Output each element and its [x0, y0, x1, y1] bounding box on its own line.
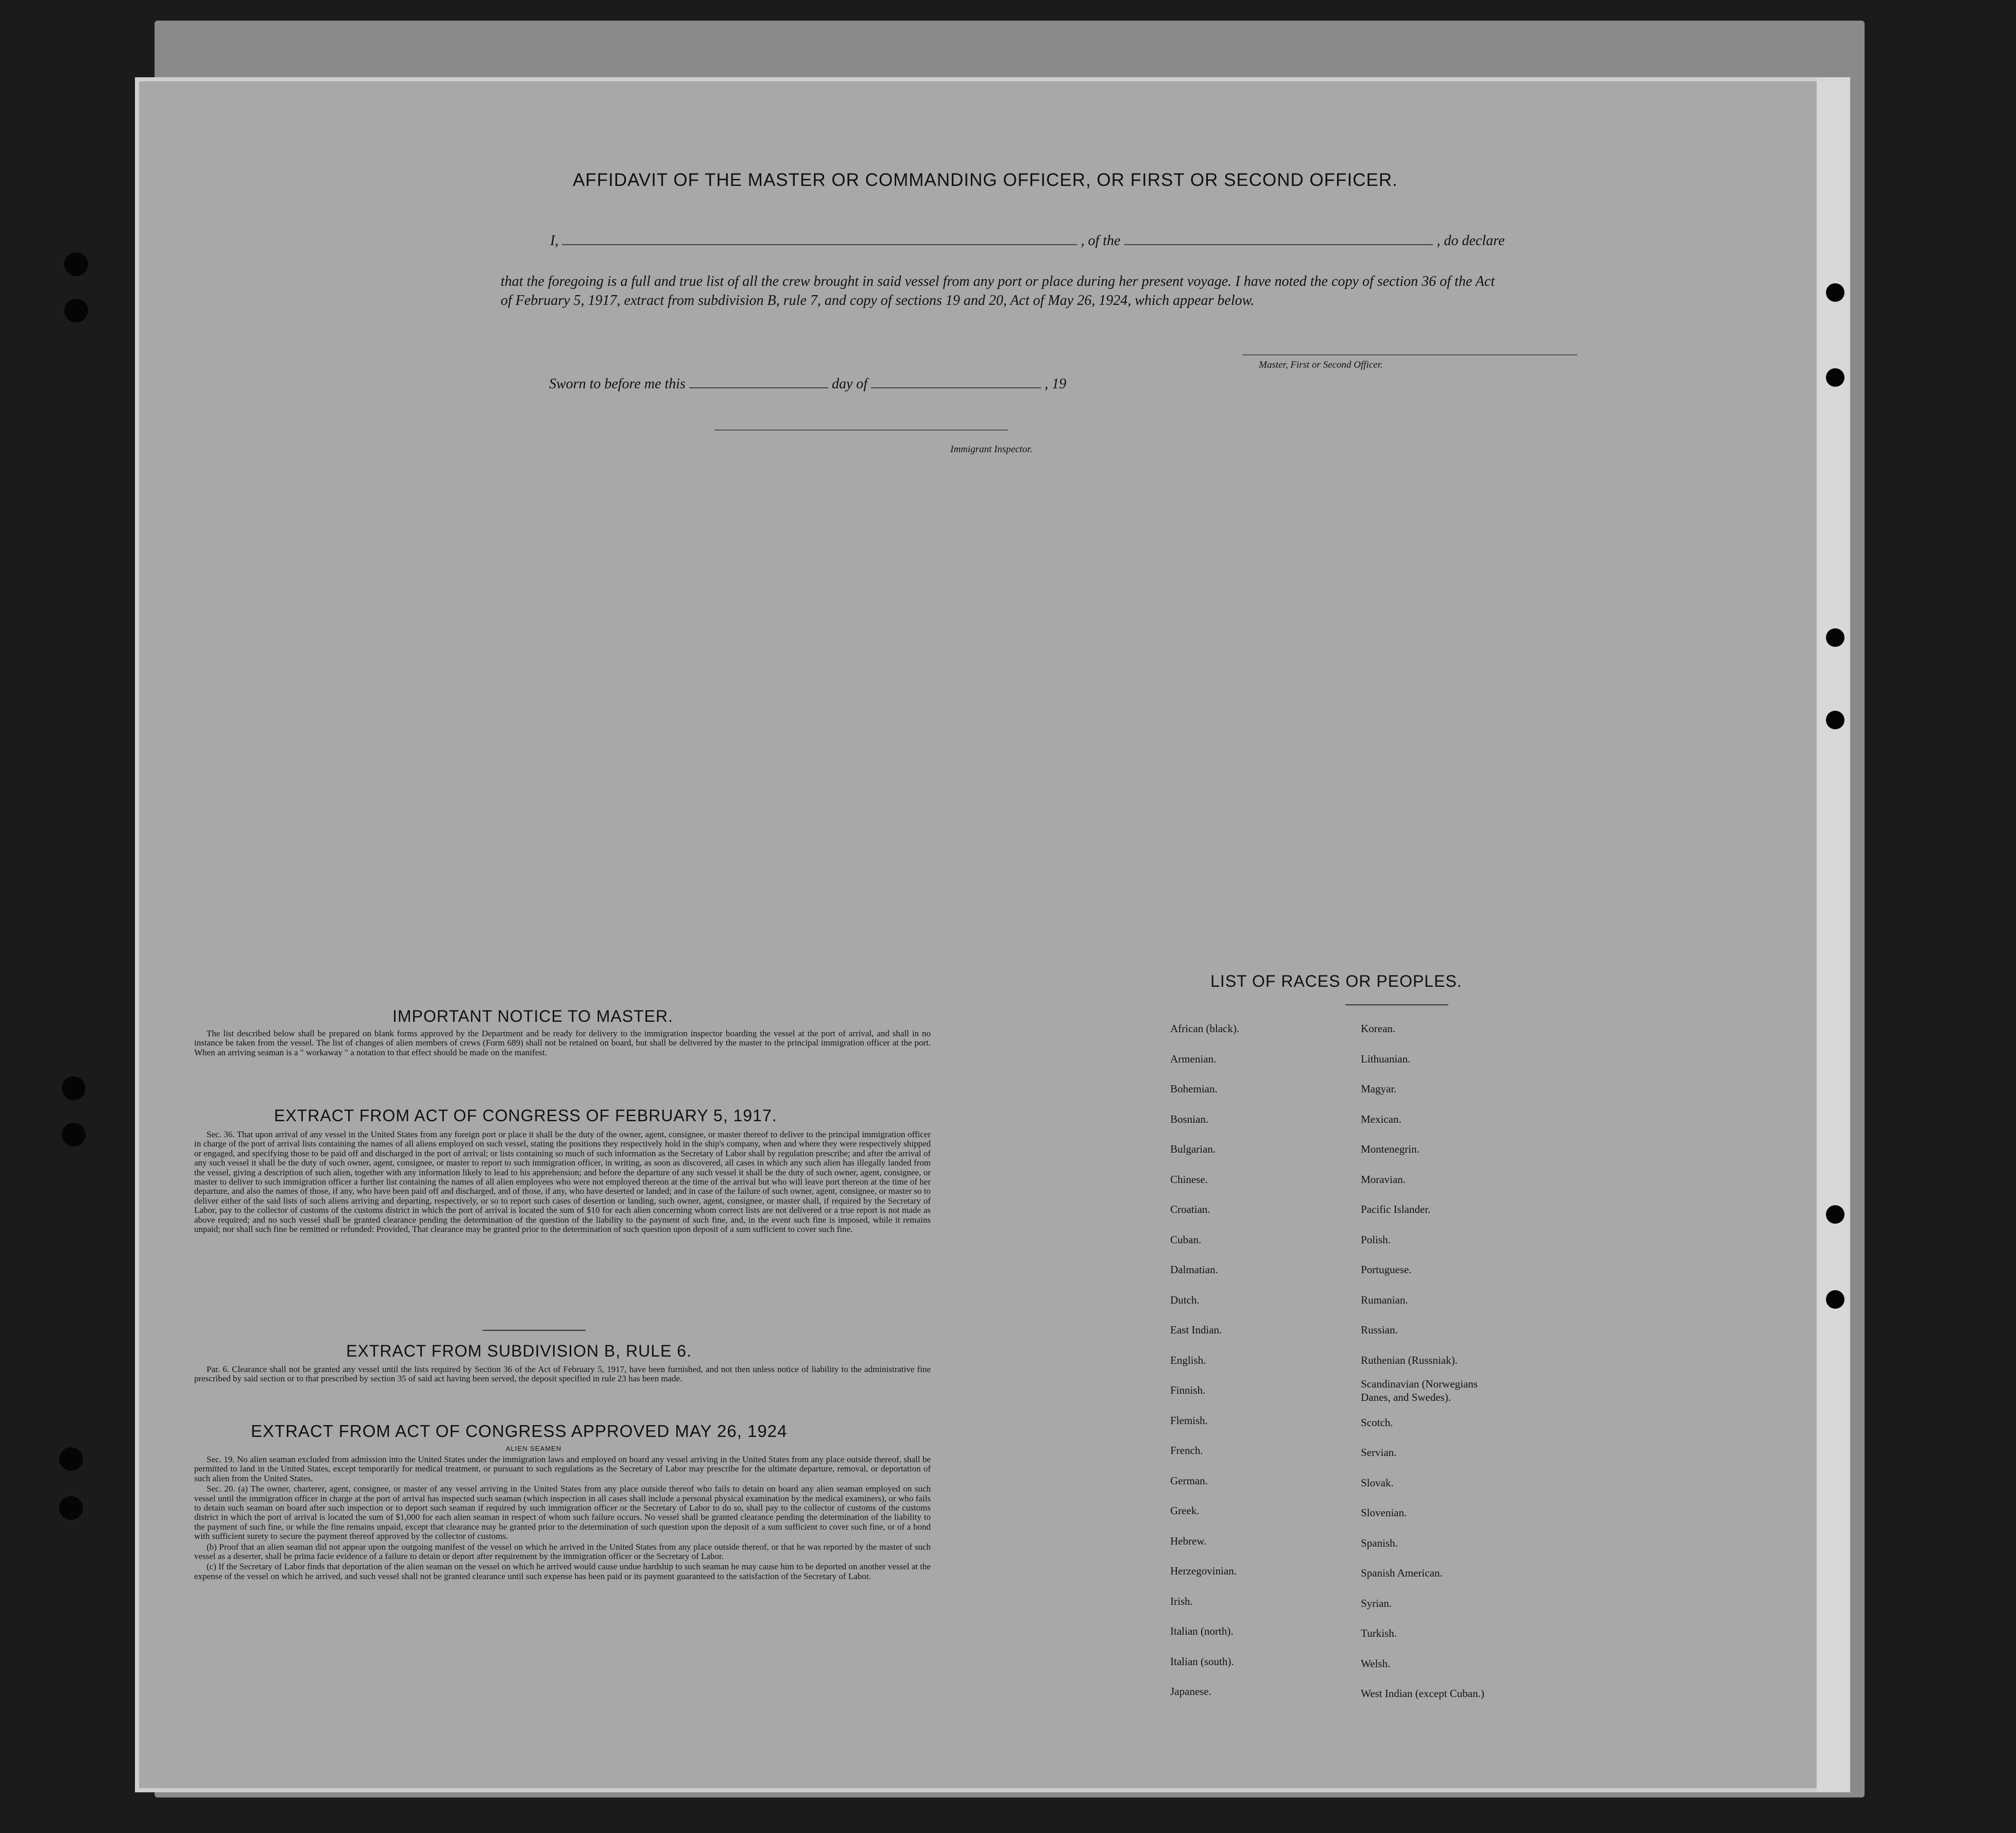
- race-item: Italian (south).: [1170, 1655, 1234, 1668]
- race-item: East Indian.: [1170, 1324, 1222, 1336]
- race-item: Cuban.: [1170, 1233, 1202, 1246]
- race-item: Bulgarian.: [1170, 1143, 1216, 1155]
- sec-20b-paragraph: (b) Proof that an alien seaman did not appear upon the outgoing manifest of the vessel on which he arrived in the United States from any place outside thereof, or that he was reported by the master of such vessel as a deserter, shall be prima facie evidence of a failure to detain or deport after requirement by the immigration officer or the Secretary of Labor.: [194, 1541, 931, 1562]
- race-item: Magyar.: [1361, 1083, 1397, 1095]
- subdivision-b-title: EXTRACT FROM SUBDIVISION B, RULE 6.: [346, 1342, 692, 1360]
- race-item: Scandinavian (Norwegians Danes, and Swedes).: [1361, 1378, 1478, 1403]
- race-item: Spanish.: [1361, 1536, 1398, 1549]
- sec-20a-paragraph: Sec. 20. (a) The owner, charterer, agent, consignee, or master of any vessel arriving in the United States from any place outside thereof who fails to detain on board any alien seaman employed on such vessel until the immigration officer in charge at the port of arrival has inspected such seaman (which inspection in all cases shall include a personal physical examination by the medical examiners), or who fails to detain such seaman on board after such inspection or to deport such seaman if required by such immigration officer or the Secretary of Labor to do so, shall pay to the collector of customs of the customs district in which the port of arrival is located the sum of $1,000 for each alien seaman in respect of whom such failure occurs. No vessel shall be granted clearance pending the determination of the liability to the payment of such fine, or while the fine remains unpaid, except that clearance may be granted prior to the determination of such question upon the deposit of a sum sufficient to cover such fine, or of a bond with sufficient surety to secure the payment thereof approved by the collector of customs.: [194, 1484, 931, 1541]
- race-item: Portuguese.: [1361, 1263, 1412, 1276]
- section-36-paragraph: Sec. 36. That upon arrival of any vessel in the United States from any foreign port or place it shall be the duty of the owner, agent, consignee, or master thereof to deliver to the principal immigration officer in charge of the port of arrival lists containing the names of all aliens employed on such vessel, stating the positions they respectively hold in the ship's company, when and where they were respectively shipped or engaged, and specifying those to be paid off and discharged in the port of arrival; or lists containing so much of such information as the Secretary of Labor shall by regulation prescribe; and after the arrival of any such vessel it shall be the duty of such owner, agent, consignee, or master to report to such immigration officer, in writing, as soon as discovered, all cases in which any such alien has illegally landed from the vessel, giving a description of such alien, together with any information likely to lead to his apprehension; and before the departure of any such vessel it shall be the duty of such owner, agent, consignee, or master to deliver to such immigration officer a further list containing the names of all alien employees who were not employed thereon at the time of the arrival but who will leave port thereon at the time of her departure, and also the names of those, if any, who have been paid off and discharged, and of those, if any, who have deserted or landed; and in case of the failure of such owner, agent, consignee, or master so to deliver either of the said lists of such aliens arriving and departing, respectively, or so to report such cases of desertion or landing, such owner, agent, consignee, or master shall, if required by the Secretary of Labor, pay to the collector of customs of the customs district in which the port of arrival is located the sum of $10 for each alien concerning whom correct lists are not delivered or a true report is not made as above required; and no such vessel shall be granted clearance pending the determination of the question of the liability to the payment of such fine, and, in the event such fine is imposed, while it remains unpaid; nor shall such fine be remitted or refunded: Provided, That clearance may be granted prior to the determination of such question upon deposit of a sum sufficient to cover such fine.: [194, 1129, 931, 1235]
- punch-hole: [64, 299, 88, 322]
- races-title: LIST OF RACES OR PEOPLES.: [1210, 972, 1462, 990]
- punch-hole: [1826, 628, 1844, 647]
- race-item: Montenegrin.: [1361, 1143, 1420, 1155]
- race-item: English.: [1170, 1354, 1206, 1366]
- race-item: Slovak.: [1361, 1476, 1394, 1489]
- races-divider: [1345, 1004, 1448, 1005]
- race-item: Polish.: [1361, 1233, 1391, 1246]
- document-page: [135, 77, 1850, 1792]
- race-item: Mexican.: [1361, 1112, 1402, 1125]
- race-item: Armenian.: [1170, 1052, 1217, 1065]
- punch-hole: [1826, 1290, 1844, 1309]
- extract-1924-body: [194, 1455, 931, 1582]
- race-item: Lithuanian.: [1361, 1052, 1411, 1065]
- race-item: French.: [1170, 1444, 1203, 1457]
- punch-hole: [1826, 1205, 1844, 1224]
- race-item: Croatian.: [1170, 1203, 1210, 1215]
- punch-hole: [1826, 283, 1844, 302]
- day-blank: [689, 387, 828, 388]
- month-blank: [871, 387, 1041, 388]
- race-item: Ruthenian (Russniak).: [1361, 1354, 1458, 1366]
- section-divider: [483, 1330, 586, 1331]
- alien-seamen-subtitle: ALIEN SEAMEN: [506, 1445, 562, 1452]
- race-item: Irish.: [1170, 1595, 1193, 1607]
- races-left-column: [1170, 1014, 1239, 1707]
- punch-hole: [62, 1076, 86, 1100]
- punch-hole: [1826, 368, 1844, 387]
- race-item: African (black).: [1170, 1022, 1240, 1035]
- punch-hole: [59, 1496, 83, 1520]
- race-item: Russian.: [1361, 1324, 1398, 1336]
- punch-hole: [1826, 711, 1844, 729]
- subdivision-b-body: [194, 1365, 931, 1385]
- race-item: Dutch.: [1170, 1293, 1200, 1306]
- punch-hole: [64, 252, 88, 276]
- race-item: Flemish.: [1170, 1414, 1208, 1427]
- notice-title: IMPORTANT NOTICE TO MASTER.: [392, 1007, 673, 1025]
- race-item: Slovenian.: [1361, 1506, 1407, 1519]
- race-item: West Indian (except Cuban.): [1361, 1687, 1484, 1700]
- race-item: Pacific Islander.: [1361, 1203, 1431, 1215]
- race-item: Turkish.: [1361, 1627, 1397, 1639]
- vessel-blank: [1124, 244, 1433, 245]
- day-of-label: day of: [831, 376, 868, 392]
- do-declare-label: , do declare: [1437, 233, 1505, 249]
- punch-hole: [59, 1447, 83, 1471]
- notice-body: [194, 1029, 931, 1058]
- year-label: , 19: [1045, 376, 1067, 392]
- name-blank: [562, 244, 1077, 245]
- race-item: Finnish.: [1170, 1384, 1206, 1396]
- extract-1917-body: [194, 1130, 931, 1235]
- race-item: Welsh.: [1361, 1657, 1391, 1670]
- race-item: German.: [1170, 1474, 1208, 1487]
- race-item: Italian (north).: [1170, 1625, 1234, 1637]
- inspector-label: Immigrant Inspector.: [950, 444, 1033, 455]
- extract-1924-title: EXTRACT FROM ACT OF CONGRESS APPROVED MAY 26, 1924: [251, 1421, 788, 1441]
- race-item: Moravian.: [1361, 1173, 1406, 1186]
- race-item: Bosnian.: [1170, 1112, 1209, 1125]
- notice-paragraph: The list described below shall be prepared on blank forms approved by the Department and be ready for delivery to the immigration inspector boarding the vessel at the port of arrival, and shall in no instance be taken from the vessel. The list of changes of alien members of crews (Form 689) shall not be retained on board, but shall be delivered by the master to the principal immigration officer at the port. When an arriving seaman is a " workaway " a notation to that effect should be made on the manifest.: [194, 1029, 931, 1057]
- race-item: Chinese.: [1170, 1173, 1208, 1186]
- sworn-line: [549, 376, 1066, 392]
- race-item: Korean.: [1361, 1022, 1396, 1035]
- affidavit-declaration-line: [550, 233, 1505, 249]
- signature-label: Master, First or Second Officer.: [1259, 359, 1383, 370]
- sec-19-paragraph: Sec. 19. No alien seaman excluded from admission into the United States under the immigration laws and employed on board any vessel arriving in the United States from any place outside thereof, shall be permitted to land in the United States, except temporarily for medical treatment, or pursuant to such regulations as the Secretary of Labor may prescribe for the ultimate departure, removal, or deportation of such alien from the United States.: [194, 1454, 931, 1483]
- signature-line: [1242, 354, 1577, 355]
- race-item: Dalmatian.: [1170, 1263, 1218, 1276]
- extract-1917-title: EXTRACT FROM ACT OF CONGRESS OF FEBRUARY 5, 1917.: [274, 1106, 777, 1125]
- par-6-paragraph: Par. 6. Clearance shall not be granted any vessel until the lists required by Section 36 of the Act of February 5, 1917, have been furnished, and not then unless notice of liability to the administrative fine prescribed by said section or to that prescribed by section 35 of said act having been served, the deposit specified in rule 23 has been made.: [194, 1364, 931, 1384]
- race-item: Hebrew.: [1170, 1534, 1207, 1547]
- page-edge: [1817, 77, 1850, 1792]
- sworn-label: Sworn to before me this: [549, 376, 686, 392]
- race-item: Rumanian.: [1361, 1293, 1408, 1306]
- affidavit-paragraph: that the foregoing is a full and true list of all the crew brought in said vessel from any port or place during her present voyage. I have noted the copy of section 36 of the Act of February 5, 1917, extract from subdivision B, rule 7, and copy of sections 19 and 20, Act of May 26, 1924, which appear below.: [501, 273, 1495, 309]
- punch-hole: [62, 1123, 86, 1146]
- of-the-label: , of the: [1081, 233, 1121, 249]
- race-item: Herzegovinian.: [1170, 1565, 1237, 1577]
- race-item: Scotch.: [1361, 1416, 1393, 1429]
- i-label: I,: [550, 233, 559, 249]
- affidavit-title: AFFIDAVIT OF THE MASTER OR COMMANDING OFFICER, OR FIRST OR SECOND OFFICER.: [573, 170, 1398, 190]
- race-item: Syrian.: [1361, 1597, 1392, 1609]
- races-right-column: [1361, 1014, 1484, 1709]
- race-item: Greek.: [1170, 1504, 1200, 1517]
- race-item: Bohemian.: [1170, 1083, 1218, 1095]
- sec-20c-paragraph: (c) If the Secretary of Labor finds that deportation of the alien seaman on the vessel on which he arrived would cause undue hardship to such seaman he may cause him to be deported on another vessel at the expense of the vessel on which he arrived, and such vessel shall not be granted clearance until such expense has been paid or its payment guaranteed to the satisfaction of the Secretary of Labor.: [194, 1562, 931, 1581]
- race-item: Spanish American.: [1361, 1567, 1443, 1579]
- race-item: Servian.: [1361, 1446, 1397, 1459]
- race-item: Japanese.: [1170, 1685, 1211, 1698]
- inspector-signature-line: [714, 430, 1008, 431]
